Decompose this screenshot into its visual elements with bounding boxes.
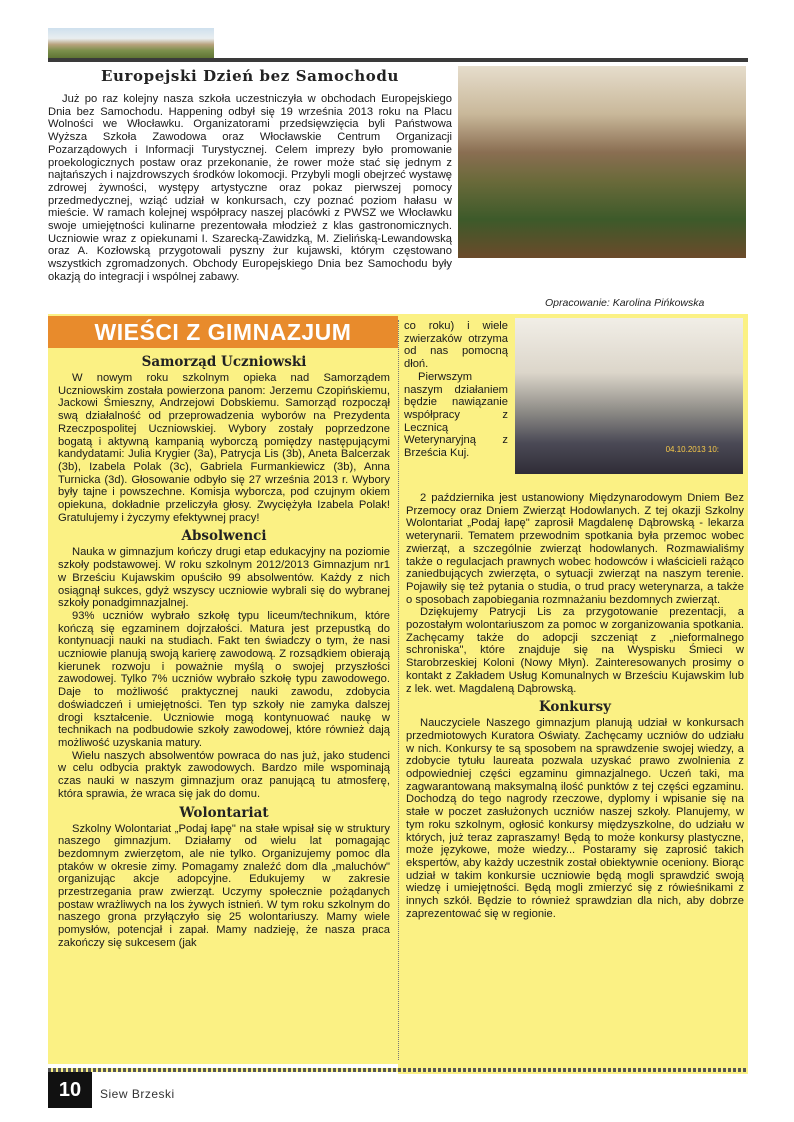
article-title: Europejski Dzień bez Samochodu [101,67,399,85]
absolwenci-paragraph-2: 93% uczniów wybrało szkołę typu liceum/technikum, które kończą się egzaminem dojrzałości. Matura jest przepustką do kontynuacji nauki na studiach. Fakt ten świadczy o tym, że nasi uczniowie planują swoją karierę zawodową. Z rozsądkiem obierają kierunek rozwoju i poważnie myślą o swojej przyszłości zawodowej. Tylko 7% uczniów wybrało szkołę typu zawodowego. Daje to możliwość praktycznej nauki zawodu, zdobycia doświadczeń i umiejętności. Ten typ szkoły nie zamyka dalszej drogi kształcenie. Uczniowie mogą kontynuować naukę w technikach na podbudowie szkoły zawodowej, które również dają możliwość uzyskania matury. [58,609,390,749]
dziekujemy-paragraph: Dziękujemy Patrycji Lis za przygotowanie prezentacji, a pozostałym wolontariuszom za pomoc w zorganizowania spotkania. Zachęcamy także do adopcji szczeniąt z „nieformalnego schroniska", które znajduje się na Wyspisku Śmieci w Starobrzeskiej Koloni (Nowy Młyn). Zainteresowanych prosimy o kontakt z Zakładem Usług Komunalnych w Brześciu Kujawskim lub z lek. wet. Magdaleną Dąbrowską. [406,606,744,695]
article-body: Już po raz kolejny nasza szkoła uczestniczyła w obchodach Europejskiego Dnia bez Samochodu. Happening odbył się 19 września 2013 roku na Placu Wolności we Włocławku. Organizatorami przedsięwzięcia byli Państwowa Wyższa Szkoła Zawodowa oraz Włocławskie Centrum Organizacji Pozarządowych i Informacji Turystycznej. Celem imprezy było promowanie proekologicznych postaw oraz przekonanie, że rower może stać się jednym z najtańszych i najzdrowszych środków lokomocji. Przybyli mogli obejrzeć wystawę zdrowej żywności, występy artystyczne oraz pokaz pierwszej pomocy przedmedycznej, wziąć udział w konkursach, czy poznać poziom hałasu w mieście. W ramach kolejnej współpracy naszej placówki z PWSZ we Włocławku swoje umiejętności kulinarne prezentowała młodzież z klas gastronomicznych. Uczniowie wraz z opiekunami I. Szarecką-Zawidzką, M. Zielińską-Lewandowską oraz A. Kozłowską przygotowali pyszny żur kujawski, którym częstowano wszystkich zgromadzonych. Obchody Europejskiego Dnia bez Samochodu były okazją do integracji i wspólnej zabawy. [48,93,452,283]
header-rule [48,58,748,62]
continued-paragraph: co roku) i wiele zwierzaków otrzyma od nas pomocną dłoń. [404,320,508,371]
wolontariat-paragraph: Szkolny Wolontariat „Podaj łapę" na stałe wpisał się w struktury naszego gimnazjum. Działamy od wielu lat pomagając bezdomnym zwierzętom, ale nie tylko. Organizujemy pomoc dla ptaków w okresie zimy. Pomagamy znaleźć dom dla „maluchów" organizując akcje adopcyjne. Edukujemy w zakresie przestrzegania praw zwierząt. Uczymy społecznie pożądanych postaw wrażliwych na los żywych istnień. W tym roku szkolnym do naszego grona przyłączyło się 25 wolontariuszy. Mamy wiele pomysłów, potencjał i zapał. Mamy nadzieję, że nasza praca zakończy się sukcesem (jak [58,822,390,949]
event-photo [458,66,746,258]
publication-name: Siew Brzeski [100,1087,175,1101]
column-divider [398,320,399,1060]
meeting-photo [515,318,743,474]
samorzad-title: Samorząd Uczniowski [141,354,307,370]
dzien-paragraph: 2 października jest ustanowiony Międzynarodowym Dniem Bez Przemocy oraz Dniem Zwierząt Hodowlanych. Z tej okazji Szkolny Wolontariat „Podaj łapę" zaprosił Magdalenę Dąbrowską - lekarza weterynarii. Tematem przewodnim spotkania była przemoc wobec zwierząt, a szczególnie zwierząt hodowlanych. Rozmawialiśmy także o regulacjach prawnych wobec hodowców i właścicieli rażąco zaniedbujących zwierzęta, o sytuacji zwierząt na naszym terenie. Pojawiły się też pytania o studia, o trud pracy weterynarza, a także o sposobach zapobiegania rozmnażaniu bezdomnych zwierząt. [406,492,744,606]
konkursy-title: Konkursy [539,699,611,716]
photo-date-stamp: 04.10.2013 10: [665,445,719,454]
article-credit: Opracowanie: Karolina Pińkowska [545,297,705,309]
pierwszym-paragraph: Pierwszym naszym działaniem będzie nawiązanie współpracy z Lecznicą Weterynaryjną z Brześcia Kuj. [404,370,508,460]
header-village-image [48,28,214,58]
section-banner: WIEŚCI Z GIMNAZJUM [48,316,398,348]
page-number: 10 [48,1072,92,1108]
absolwenci-paragraph-1: Nauka w gimnazjum kończy drugi etap edukacyjny na poziomie szkoły podstawowej. W roku szkolnym 2012/2013 Gimnazjum nr1 w Brześciu Kujawskim opuściło 99 absolwentów. Każdy z nich osiągnął sukces, gdyż wszyscy uczniowie wybrali się do wybranej szkoły ponadgimnazjalnej. [58,546,390,610]
right-column-narrow [404,320,508,460]
footer-rule [48,1068,748,1072]
absolwenci-title: Absolwenci [181,528,267,545]
samorzad-paragraph: W nowym roku szkolnym opieka nad Samorządem Uczniowskim została powierzona panom: Jerzemu Czopińskiemu, Jackowi Śmieszny, Andrzejowi Dobskiemu. Samorząd rozpoczął swą działalność od przeprowadzenia wyborów na Prezydenta Rzeczpospolitej Uczniowskiej. Wybory zostały poprzedzone bogatą i aktywną kampanią wyborczą pomiędzy następującymi kandydatami: Julia Krygier (3a), Patrycja Lis (3b), Aneta Balcerzak (3b), Izabela Polak (3c), Gabriela Furmankiewicz (3b), Anna Turnicka (3d). Głosowanie odbyło się 27 września 2013 r. Wybory były tajne i powszechne. Komisja wyborcza, pod czujnym okiem opiekuna, dokładnie przeliczyła głosy. Zwyciężyła Izabela Polak! Gratulujemy i życzymy efektywnej pracy! [58,372,390,524]
left-column [58,354,390,950]
right-column [406,492,744,921]
absolwenci-paragraph-3: Wielu naszych absolwentów powraca do nas już, jako studenci w celu odbycia praktyk zawodowych. Bardzo mile wspominają czas nauki w naszym gimnazjum oraz panującą tu atmosferę, która sprawia, że wraca się jak do domu. [58,749,390,800]
konkursy-paragraph: Nauczyciele Naszego gimnazjum planują udział w konkursach przedmiotowych Kuratora Oświaty. Zachęcamy uczniów do udziału w nich. Konkursy te są sposobem na sprawdzenie swojej wiedzy, a zdobycie tytułu laureata pozwala uzyskać prawo zwolnienia z odpowiedniej części egzaminu gimnazjalnego. Uczeń taki, ma zagwarantowaną maksymalną ilość punktów z tej części egzaminu. Dochodzą do tego nagrody rzeczowe, dyplomy i wpisanie się na stałe w poczet zasłużonych uczniów naszej szkoły. Planujemy, w tym roku szkolnym, ogłosić konkursy międzyszkolne, do udziału w których, już teraz zapraszamy! Będą to może konkursy plastyczne, może językowe, może wiedzy... Postaramy się zaprosić takich ekspertów, aby każdy uczestnik został obiektywnie oceniony. Biorąc udział w takim konkursie uczniowie będą mogli sprawdzić swoją wiedzę i umiejętności. Będą mogli zmierzyć się z rówieśnikami z innych szkół. Będzie to również sprawdzian dla nich, aby dobrze zaprezentować się w regionie. [406,717,744,920]
wolontariat-title: Wolontariat [179,804,269,821]
